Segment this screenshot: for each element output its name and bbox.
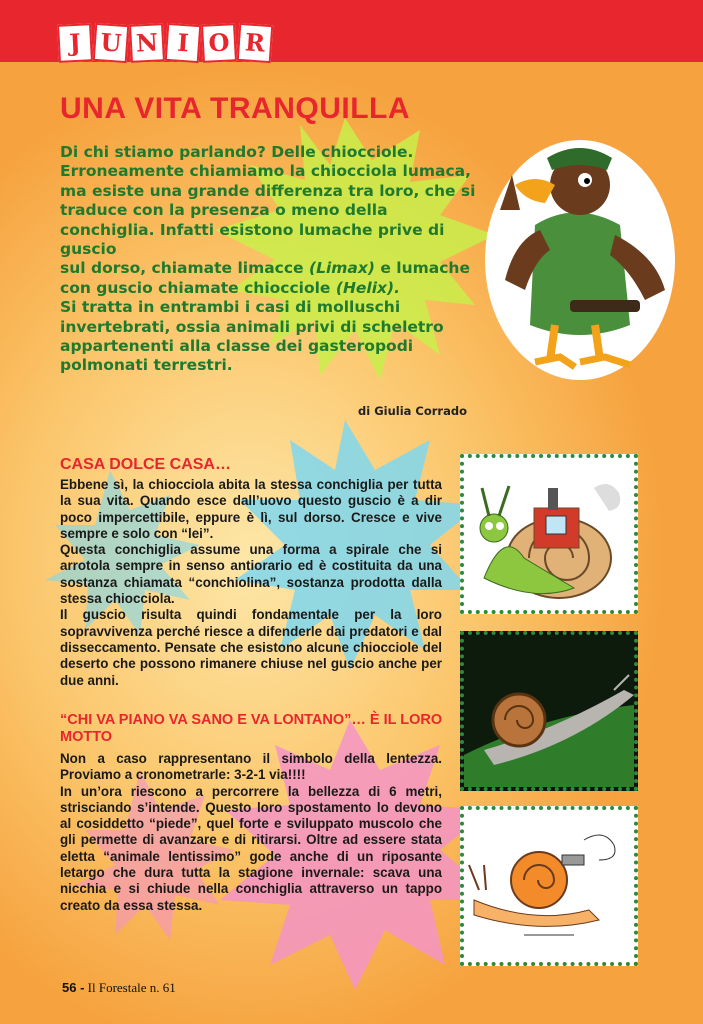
section-logo [58,24,272,62]
page-footer [62,980,176,996]
paragraph: In un’ora riescono a percorrere la bellezza di 6 metri, strisciando s’intende. Questo loro spostamento lo devono al cosiddetto “piede”, quel forte e sviluppato muscolo che gli permette di avanzare e di ritirarsi. Oltre ad essere stata eletta “animale lentissimo” gode anche di un riposante letargo che dura tutta la stagione invernale: scava una nicchia e si chiude nella conchiglia attraverso un tappo creato da essa stessa. [60,783,442,913]
author-byline: di Giulia Corrado [358,404,467,418]
paragraph: Non a caso rappresentano il simbolo della lentezza. Proviamo a cronometrarle: 3-2-1 via!!!! [60,751,442,783]
section-heading: “CHI VA PIANO VA SANO E VA LONTANO”… È IL LORO MOTTO [60,712,443,745]
article-title: UNA VITA TRANQUILLA [60,92,411,125]
logo-letter: I [165,23,202,63]
page-number: 56 - [62,980,85,995]
intro-text: e lumache con guscio chiamate chiocciole [60,259,470,297]
logo-letter: U [93,23,130,63]
intro-latin-name: (Helix). [335,278,401,297]
snail-cartoon-icon [464,458,634,610]
racing-snail-illustration [460,806,638,966]
publication-name: Il Forestale n. 61 [87,980,176,995]
section-body [60,751,442,914]
snail-house-illustration [460,454,638,614]
article-intro [60,143,480,376]
paragraph: Questa conchiglia assume una forma a spirale che si arrotola sempre in senso antiorario ed è costituita da una sostanza chiamata “conchiolina”, sostanza prodotta dalla stessa chiocciola. [60,542,442,607]
logo-letter: N [129,23,165,63]
paragraph: Ebbene sì, la chiocciola abita la stessa conchiglia per tutta la sua vita. Quando esce dall’uovo questo guscio è a dir poco impercettibile, eppure è lì, sul dorso. Cresce e vive sempre e solo con “lei”. [60,477,442,541]
section-body [60,477,442,689]
intro-text: Si tratta in entrambi i casi di molluschi invertebrati, ossia animali privi di scheletro appartenenti alla classe dei gasteropodi polmonati terrestri. [60,298,444,375]
logo-letter: J [57,23,93,63]
paragraph: Il guscio risulta quindi fondamentale per la loro sopravvivenza perché riesce a difenderle dai predatori e dal disseccamento. Pensate che esistono alcune chiocciole del deserto che possono rimanere chiuse nel guscio anche per due anni. [60,607,442,688]
snail-photo [460,631,638,791]
intro-text: sul dorso, chiamate limacce [60,259,304,278]
racing-snail-icon [464,810,634,962]
intro-latin-name: (Limax) [308,259,375,278]
intro-text: Di chi stiamo parlando? Delle chiocciole. Erroneamente chiamiamo la chiocciola lumaca, ma esiste una grande differenza tra loro, che si traduce con la presenza o meno della conchiglia. Infatti esistono lumache prive di guscio [60,143,476,259]
logo-letter: R [237,23,274,63]
logo-letter: O [201,23,237,63]
eagle-mascot-illustration [475,130,685,385]
snail-photo-icon [464,635,634,787]
section-heading: CASA DOLCE CASA… [60,456,231,473]
